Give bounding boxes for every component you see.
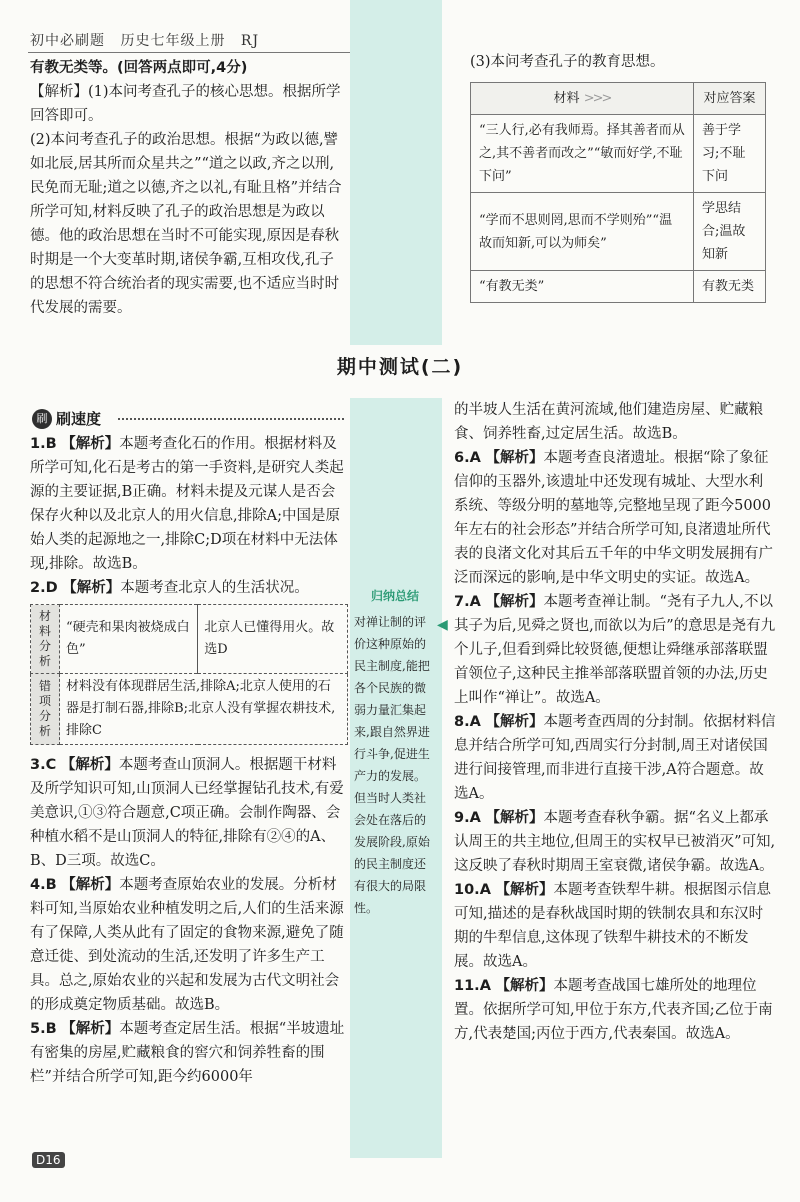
question-3: 3.C 【解析】本题考查山顶洞人。根据题干材料及所学知识可知,山顶洞人已经掌握钻孔技术,有爱美意识,①③符合题意,C项正确。会制作陶器、会种植水稻不是山顶洞人的特征,排除有②④的A、B、D三项。故选C。 xyxy=(30,757,344,869)
material-quote: “硬壳和果肉被烧成白色” xyxy=(60,605,198,674)
question-10: 10.A 【解析】本题考查铁犁牛耕。根据图示信息可知,描述的是春秋战国时期的铁制农具和东汉时期的牛犁信息,这体现了铁犁牛耕技术的不断发展。故选A。 xyxy=(454,882,772,970)
education-thought-table xyxy=(470,82,766,303)
table-row xyxy=(31,674,348,745)
brush-icon: 刷 xyxy=(32,409,52,429)
subject-name: 历史七年级上册 xyxy=(120,33,226,49)
answer-header: 对应答案 xyxy=(693,83,765,115)
question-5-continued: 的半坡人生活在黄河流域,他们建造房屋、贮藏粮食、饲养牲畜,过定居生活。故选B。 xyxy=(454,402,764,442)
question-4: 4.B 【解析】本题考查原始农业的发展。分析材料可知,当原始农业种植发明之后,人们的生活来源有了保障,人类从此有了固定的食物来源,避免了随意迁徙、到处流动的生活,还发明了许多生产工具。总之,原始农业的兴起和发展为古代文明社会的形成奠定物质基础。故选B。 xyxy=(30,877,344,1013)
answer-cell: 善于学习;不耻下问 xyxy=(693,115,765,193)
question-1: 1.B 【解析】本题考查化石的作用。根据材料及所学可知,化石是考古的第一手资料,是研究人类起源的主要证据,B正确。材料未提及元谋人是否会保存火种以及北京人的用火信息,排除A;中国是原始人类的起源地之一,排除C;D项在材料中无法体现,排除。故选B。 xyxy=(30,436,344,572)
answers-right-column xyxy=(454,398,776,1046)
table-row xyxy=(471,115,766,193)
material-header: 材料 >>> xyxy=(471,83,694,115)
top-right-answer xyxy=(470,50,770,74)
summary-text: 对禅让制的评价这种原始的民主制度,能把各个民族的微弱力量汇集起来,跟自然界进行斗争,促进生产力的发展。但当时人类社会处在落后的发展阶段,原始的民主制度还有很大的局限性。 xyxy=(354,615,430,915)
wrong-option-text: 材料没有体现群居生活,排除A;北京人使用的石器是打制石器,排除B;北京人没有掌握农耕技术,排除C xyxy=(60,674,348,745)
analysis-2: (2)本问考查孔子的政治思想。根据“为政以德,譬如北辰,居其所而众星共之”“道之以政,齐之以刑,民免而无耻;道之以德,齐之以礼,有耻且格”并结合所学可知,材料反映了孔子的政治思想是为政以德。他的政治思想在当时不可能实现,原因是春秋时期是一个大变革时期,诸侯争霸,互相攻伐,孔子的思想不符合统治者的现实需要,也不适应当时时代发展的需要。 xyxy=(30,132,342,316)
material-cell: “学而不思则罔,思而不学则殆”“温故而知新,可以为师矣” xyxy=(471,193,694,271)
page-number: D16 xyxy=(32,1152,65,1168)
material-cell: “有教无类” xyxy=(471,271,694,303)
question-8: 8.A 【解析】本题考查西周的分封制。依据材料信息并结合所学可知,西周实行分封制,周王对诸侯国进行间接管理,而非进行直接干涉,A符合题意。故选A。 xyxy=(454,714,776,802)
answers-left-column xyxy=(30,432,348,1089)
question-7: 7.A 【解析】本题考查禅让制。“尧有子九人,不以其子为后,见舜之贤也,而欲以为后”的意思是尧有九个儿子,但看到舜比较贤德,便想让舜继承部落联盟首领位子,这种民主推举部落联盟首领的办法,历史上叫作“禅让”。故选A。 xyxy=(454,594,776,706)
badge-label: 刷速度 xyxy=(56,410,102,428)
summary-title: 归纳总结 xyxy=(370,589,419,603)
table-row xyxy=(471,271,766,303)
wrong-option-label: 错项分析 xyxy=(31,674,60,745)
summary-note xyxy=(354,585,436,919)
page-header xyxy=(30,30,269,50)
dotted-divider xyxy=(118,418,344,420)
question-9: 9.A 【解析】本题考查春秋争霸。据“名义上都承认周王的共主地位,但周王的实权早已被消灭”可知,这反映了春秋时期周王室衰微,诸侯争霸。故选A。 xyxy=(454,810,776,874)
question-6: 6.A 【解析】本题考查良渚遗址。根据“除了象征信仰的玉器外,该遗址中还发现有城址、大型水利系统、等级分明的墓地等,完整地呈现了距今5000年左右的社会形态”并结合所学可知,良渚遗址所代表的良渚文化对其后五千年的中华文明发展拥有广泛而深远的影响,是中华文明史的实证。故选A。 xyxy=(454,450,773,586)
speed-badge xyxy=(32,408,101,429)
header-rule xyxy=(28,52,358,53)
question-5: 5.B 【解析】本题考查定居生活。根据“半坡遗址有密集的房屋,贮藏粮食的窖穴和饲养牲畜的围栏”并结合所学可知,距今约6000年 xyxy=(30,1021,345,1085)
analysis-1: 【解析】(1)本问考查孔子的核心思想。根据所学回答即可。 xyxy=(30,84,341,124)
pointer-icon: ◀ xyxy=(437,617,448,633)
material-analysis-label: 材料分析 xyxy=(31,605,60,674)
answer-line: 有教无类等。(回答两点即可,4分) xyxy=(30,60,248,76)
series-name: 初中必刷题 xyxy=(30,33,105,49)
analysis-table xyxy=(30,604,348,745)
answer-cell: 有教无类 xyxy=(693,271,765,303)
material-cell: “三人行,必有我师焉。择其善者而从之,其不善者而改之”“敏而好学,不耻下问” xyxy=(471,115,694,193)
table-header-row xyxy=(471,83,766,115)
material-conclusion: 北京人已懂得用火。故选D xyxy=(198,605,348,674)
arrow-icon: >>> xyxy=(583,91,611,106)
question-11: 11.A 【解析】本题考查战国七雄所处的地理位置。依据所学可知,甲位于东方,代表齐国;乙位于南方,代表楚国;丙位于西方,代表秦国。故选A。 xyxy=(454,978,773,1042)
question-2: 2.D 【解析】本题考查北京人的生活状况。 xyxy=(30,580,309,596)
top-left-answer xyxy=(30,56,348,320)
section-title: 期中测试(二) xyxy=(336,356,464,378)
answer-cell: 学思结合;温故知新 xyxy=(693,193,765,271)
margin-strip xyxy=(350,0,442,345)
edition-label: RJ xyxy=(240,33,260,49)
analysis-3: (3)本问考查孔子的教育思想。 xyxy=(470,54,665,70)
table-row xyxy=(31,605,348,674)
table-row xyxy=(471,193,766,271)
